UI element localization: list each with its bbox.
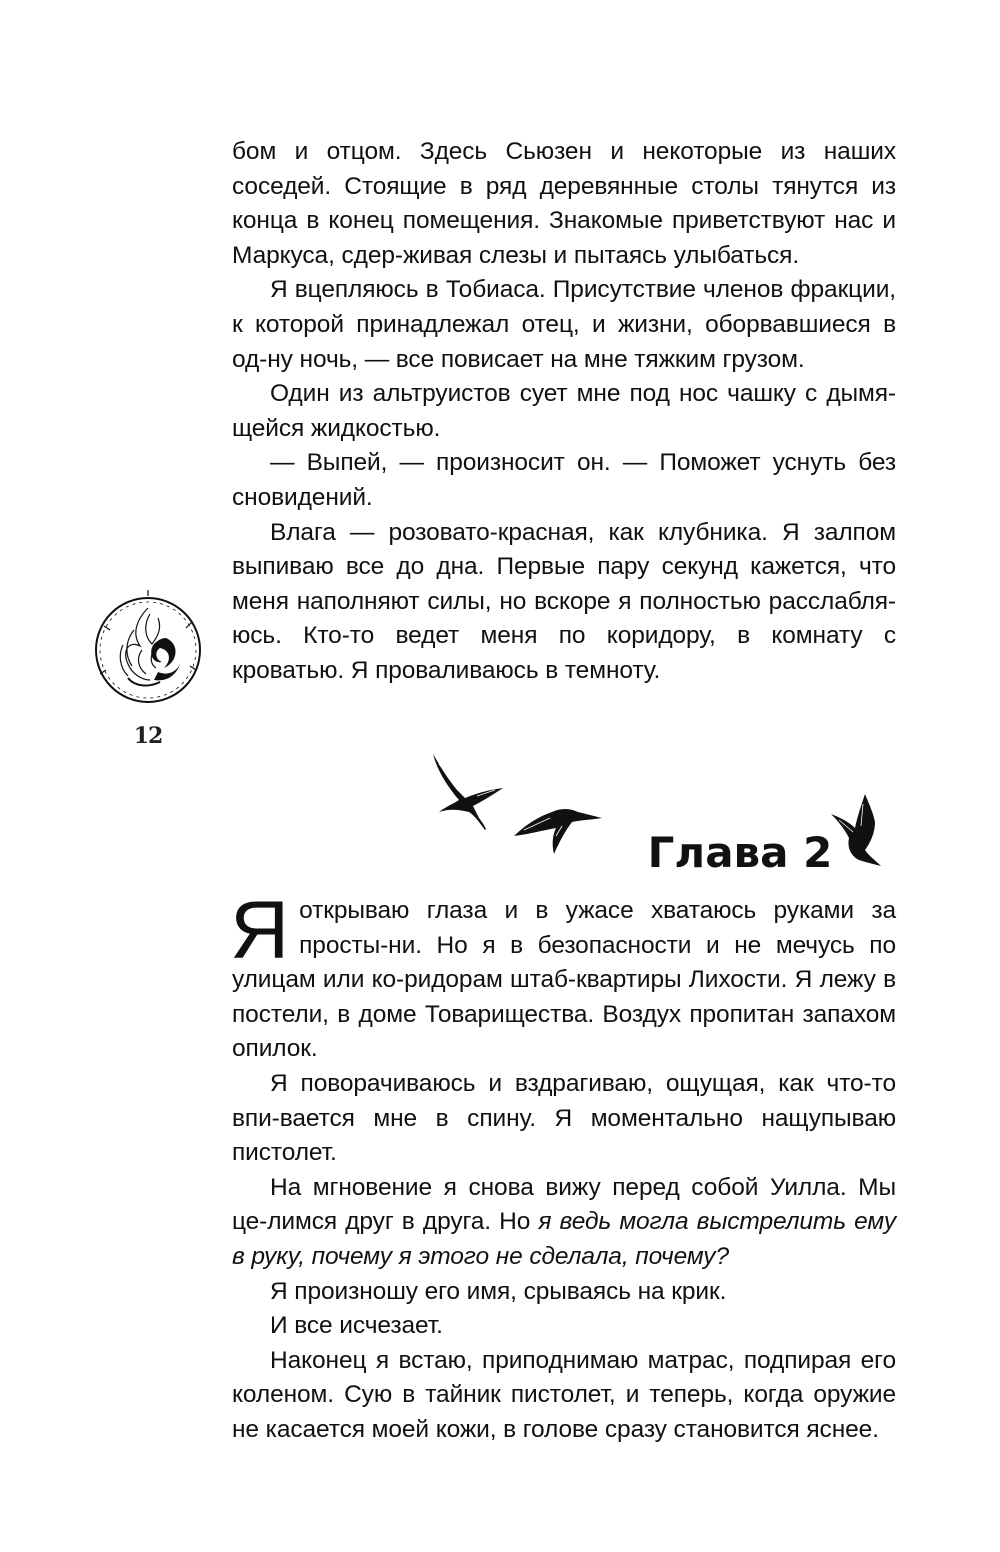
faction-flame-emblem-icon [88,590,208,710]
body-text-chapter [230,885,896,1448]
paragraph: Я произношу его имя, срываясь на крик. [270,1277,727,1305]
page-number: 12 [133,723,163,749]
flying-bird-icon [510,800,605,860]
chapter-title: Глава 2 [647,828,833,877]
paragraph: Я вцепляюсь в Тобиаса. Присутствие членов фракции, к которой принадлежал отец, и жизни, оборвавшиеся в од-ну ночь, — все повисает на мне тяжким грузом. [232,276,896,373]
paragraph: Влага — розовато-красная, как клубника. Я залпом выпиваю все до дна. Первые пару секунд кажется, что меня наполняют силы, но вскоре я полностью расслабля-юсь. Кто-то ведет меня по коридору, в комнату с кроватью. Я проваливаюсь в темноту. [232,518,896,684]
drop-cap: Я [230,885,290,976]
paragraph: бом и отцом. Здесь Сьюзен и некоторые из наших соседей. Стоящие в ряд деревянные столы тянутся из конца в конец помещения. Знакомые приветствуют нас и Маркуса, сдер-живая слезы и пытаясь улыбаться. [232,138,896,269]
italic-thought: я ведь могла выстрелить ему в руку, почему я этого не сделала, почему? [232,1208,896,1270]
paragraph: Один из альтруистов сует мне под нос чашку с дымя-щейся жидкостью. [232,380,896,442]
paragraph [232,1171,896,1275]
paragraph-text: На мгновение я снова вижу перед собой Уилла. Мы це-лимся друг в друга. Но [232,1173,896,1236]
paragraph: И все исчезает. [270,1312,443,1340]
flying-bird-icon [425,750,510,835]
paragraph: Наконец я встаю, приподнимаю матрас, подпирая его коленом. Сую в тайник пистолет, и теперь, когда оружие не касается моей кожи, в голове сразу становится яснее. [232,1346,896,1443]
opening-text: открываю глаза и в ужасе хватаюсь руками за просты-ни. Но я в безопасности и не мечусь по улицам или ко-ридорам штаб-квартиры Лихости. Я лежу в постели, в доме Товарищества. Воздух пропитан запахом опилок. [232,897,896,1063]
body-text-top [232,135,896,689]
paragraph: Я поворачиваюсь и вздрагиваю, ощущая, как что-то впи-вается мне в спину. Я моментально нащупываю пистолет. [232,1069,896,1167]
paragraph: — Выпей, — произносит он. — Поможет уснуть без сновидений. [232,449,896,511]
chapter-opening-paragraph [230,885,896,1067]
